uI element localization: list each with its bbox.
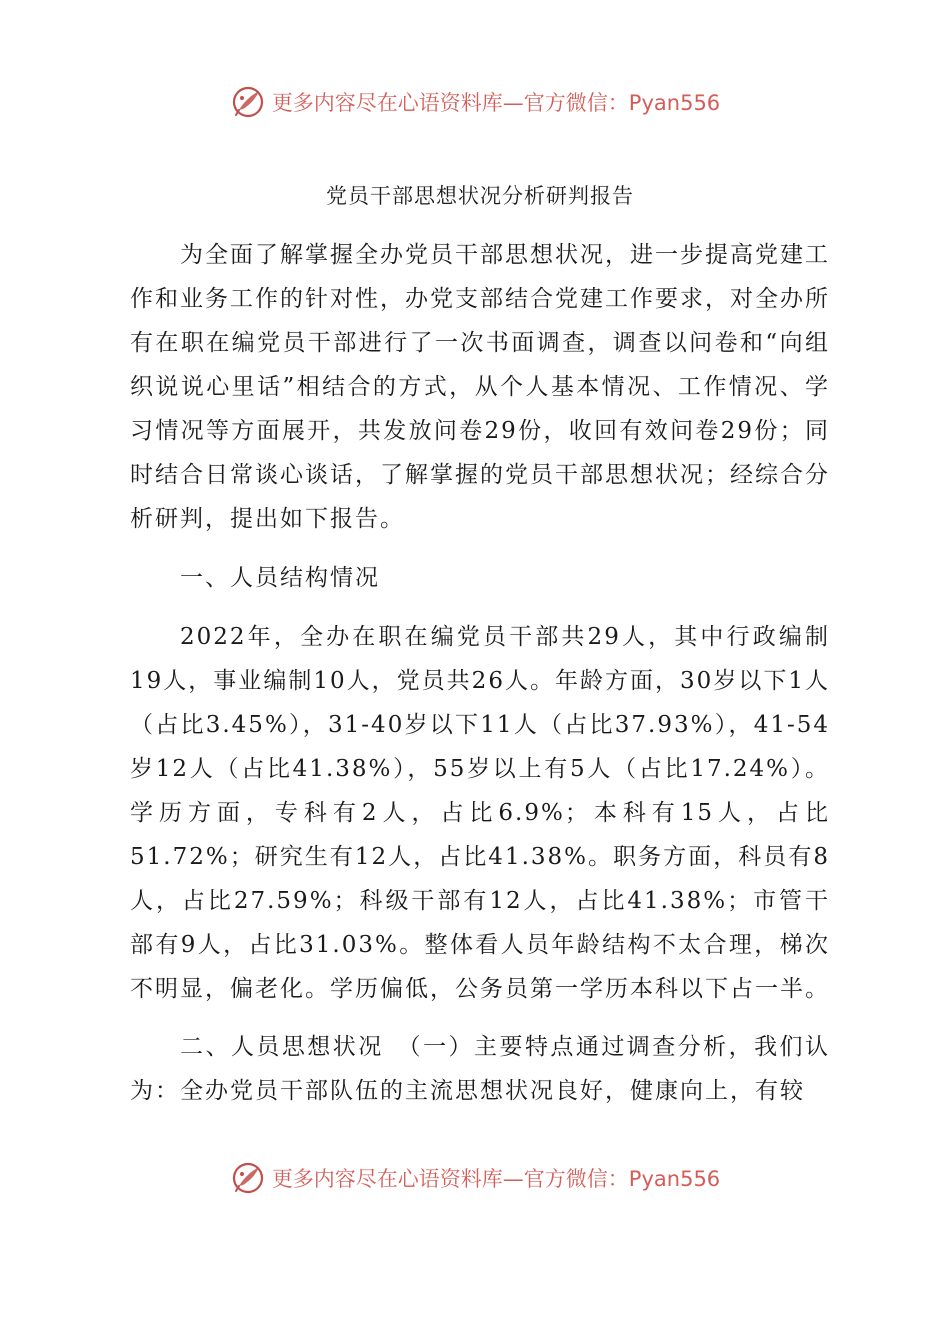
document-title: 党员干部思想状况分析研判报告 (326, 184, 634, 208)
section1-paragraph: 2022年，全办在职在编党员干部共29人，其中行政编制19人，事业编制10人，党员共26人。年龄方面，30岁以下1人（占比3.45%），31-40岁以下11人（占比37.93%），41-54岁12人（占比41.38%），55岁以上有5人（占比17.24%）。学历方面，专科有2人，占比6.9%；本科有15人，占比51.72%；研究生有12人，占比41.38%。职务方面，科员有8人，占比27.59%；科级干部有12人，占比41.38%；市管干部有9人，占比31.03%。整体看人员年龄结构不太合理，梯次不明显，偏老化。学历偏低，公务员第一学历本科以下占一半。 (130, 624, 830, 1002)
intro-paragraph: 为全面了解掌握全办党员干部思想状况，进一步提高党建工作和业务工作的针对性，办党支部结合党建工作要求，对全办所有在职在编党员干部进行了一次书面调查，调查以问卷和“向组织说说心里话”相结合的方式，从个人基本情况、工作情况、学习情况等方面展开，共发放问卷29份，收回有效问卷29份；同时结合日常谈心谈话，了解掌握的党员干部思想状况；经综合分析研判，提出如下报告。 (130, 242, 830, 532)
section2-paragraph: 二、人员思想状况 （一）主要特点通过调查分析，我们认为：全办党员干部队伍的主流思想状况良好，健康向上，有较 (130, 1034, 830, 1104)
watermark-header (0, 82, 950, 122)
quill-logo-icon (230, 84, 266, 120)
section1-heading: 一、人员结构情况 (180, 565, 380, 591)
watermark-footer (0, 1158, 950, 1198)
watermark-text: 更多内容尽在心语资料库—官方微信：Pyan556 (271, 91, 721, 115)
quill-logo-icon (230, 1160, 266, 1196)
watermark-text: 更多内容尽在心语资料库—官方微信：Pyan556 (271, 1167, 721, 1191)
